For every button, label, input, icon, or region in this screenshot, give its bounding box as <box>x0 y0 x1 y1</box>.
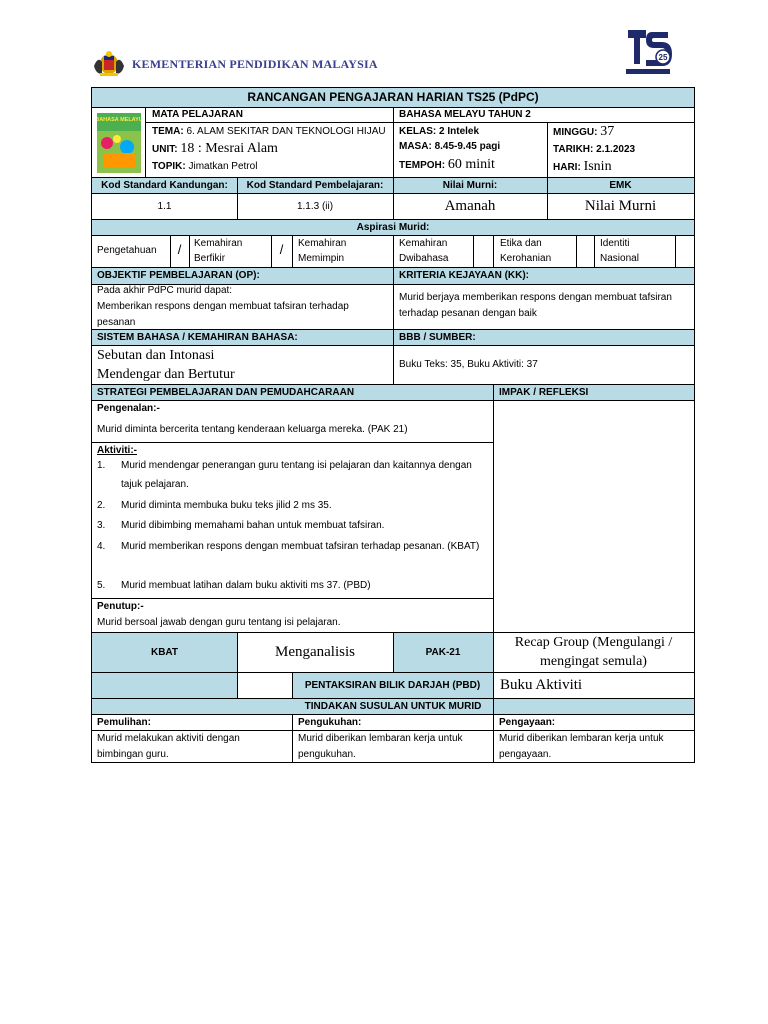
aspirasi-pengetahuan-mark: / <box>177 242 182 257</box>
kriteria-text: Murid berjaya memberikan respons dengan membuat tafsiran terhadap pesanan dengan baik <box>399 292 672 319</box>
standards-header-pembelajaran: Kod Standard Pembelajaran: <box>246 180 384 191</box>
aktiviti-item: 3. Murid dibimbing memahami bahan untuk membuat tafsiran. <box>97 520 385 531</box>
textbook-cover-title: BAHASA MELAYU <box>97 117 141 123</box>
aktiviti-item: 4. Murid memberikan respons dengan membuat tafsiran terhadap pesanan. (KBAT) <box>97 541 480 552</box>
ministry-crest-logo <box>92 50 126 78</box>
nilai-murni-value: Amanah <box>444 198 496 214</box>
kbat-value: Menganalisis <box>275 644 355 660</box>
pbd-value: Buku Aktiviti <box>500 677 583 693</box>
bbb-label: BBB / SUMBER: <box>399 332 476 343</box>
tindakan-label: TINDAKAN SUSULAN UNTUK MURID <box>304 701 482 712</box>
sistem-line-2: Mendengar dan Bertutur <box>97 367 235 382</box>
subject-value: BAHASA MELAYU TAHUN 2 <box>399 109 531 120</box>
sistem-label: SISTEM BAHASA / KEMAHIRAN BAHASA: <box>97 332 298 343</box>
standards-header-nilai: Nilai Murni: <box>442 180 498 191</box>
bbb-text: Buku Teks: 35, Buku Aktiviti: 37 <box>399 359 538 370</box>
kriteria-label: KRITERIA KEJAYAAN (KK): <box>399 270 530 281</box>
aktiviti-item: 2. Murid diminta membuka buku teks jilid 2 ms 35. <box>97 500 332 511</box>
svg-text:25: 25 <box>658 53 668 62</box>
tindakan-pengukuhan-label: Pengukuhan: <box>298 717 362 728</box>
tindakan-pemulihan-text: Murid melakukan aktiviti dengan bimbingan guru. <box>97 733 240 760</box>
kelas-field: KELAS: 2 Intelek <box>399 126 480 137</box>
pengenalan-label: Pengenalan:- <box>97 403 160 414</box>
tindakan-pemulihan-label: Pemulihan: <box>97 717 151 728</box>
standards-header-kandungan: Kod Standard Kandungan: <box>101 180 228 191</box>
ministry-name: KEMENTERIAN PENDIDIKAN MALAYSIA <box>132 57 378 71</box>
textbook-cover-image <box>97 113 141 173</box>
tindakan-pengayaan-label: Pengayaan: <box>499 717 556 728</box>
objektif-label: OBJEKTIF PEMBELAJARAN (OP): <box>97 270 260 281</box>
pak-value: Recap Group (Mengulangi / mengingat semula) <box>514 635 673 669</box>
ts25-logo <box>622 24 674 76</box>
aspirasi-kerohanian: Etika dan Kerohanian <box>500 238 552 264</box>
pak-label: PAK-21 <box>425 647 461 658</box>
aktiviti-label: Aktiviti:- <box>97 445 137 456</box>
aspirasi-label: Aspirasi Murid: <box>356 222 430 233</box>
standards-pembelajaran-value: 1.1.3 (ii) <box>296 201 334 212</box>
aktiviti-item: 5. Murid membuat latihan dalam buku aktiviti ms 37. (PBD) <box>97 580 371 591</box>
subject-label: MATA PELAJARAN <box>152 109 243 120</box>
penutup-label: Penutup:- <box>97 601 144 612</box>
aspirasi-memimpin: Kemahiran Memimpin <box>298 238 347 264</box>
emk-value: Nilai Murni <box>584 198 657 214</box>
minggu-field: MINGGU: 37 <box>553 124 615 139</box>
pengenalan-text: Murid diminta bercerita tentang kenderaan keluarga mereka. (PAK 21) <box>97 424 408 435</box>
topik-field: TOPIK: Jimatkan Petrol <box>152 161 258 172</box>
aktiviti-item: 1. Murid mendengar penerangan guru tentang isi pelajaran dan kaitannya dengan tajuk pelajaran. <box>97 460 472 490</box>
sistem-line-1: Sebutan dan Intonasi <box>97 348 215 363</box>
kbat-label: KBAT <box>150 647 179 658</box>
tempoh-field: TEMPOH: 60 minit <box>399 157 495 172</box>
aspirasi-dwibahasa: Kemahiran Dwibahasa <box>399 238 449 264</box>
penutup-text: Murid bersoal jawab dengan guru tentang isi pelajaran. <box>97 617 341 628</box>
tindakan-pengukuhan-text: Murid diberikan lembaran kerja untuk pengukuhan. <box>298 733 463 760</box>
objektif-text: Memberikan respons dengan membuat tafsiran terhadap pesanan <box>97 301 349 328</box>
tarikh-field: TARIKH: 2.1.2023 <box>553 144 636 155</box>
strategi-label: STRATEGI PEMBELAJARAN DAN PEMUDAHCARAAN <box>97 387 355 398</box>
impak-label: IMPAK / REFLEKSI <box>499 387 589 398</box>
standards-header-emk: EMK <box>609 180 632 191</box>
aspirasi-berfikir: Kemahiran Berfikir <box>194 238 243 264</box>
tema-field: TEMA: 6. ALAM SEKITAR DAN TEKNOLOGI HIJAU <box>152 126 386 137</box>
masa-field: MASA: 8.45-9.45 pagi <box>399 141 501 152</box>
form-title: RANCANGAN PENGAJARAN HARIAN TS25 (PdPC) <box>247 90 539 104</box>
aspirasi-identiti: Identiti Nasional <box>600 238 639 264</box>
hari-field: HARI: Isnin <box>553 159 612 174</box>
aspirasi-berfikir-mark: / <box>279 242 284 257</box>
unit-field: UNIT: 18 : Mesrai Alam <box>152 141 278 156</box>
aspirasi-pengetahuan: Pengetahuan <box>97 245 157 256</box>
pbd-label: PENTAKSIRAN BILIK DARJAH (PBD) <box>304 680 481 691</box>
tindakan-pengayaan-text: Murid diberikan lembaran kerja untuk pengayaan. <box>499 733 664 760</box>
objektif-intro: Pada akhir PdPC murid dapat: <box>97 285 233 296</box>
standards-kandungan-value: 1.1 <box>157 201 172 212</box>
